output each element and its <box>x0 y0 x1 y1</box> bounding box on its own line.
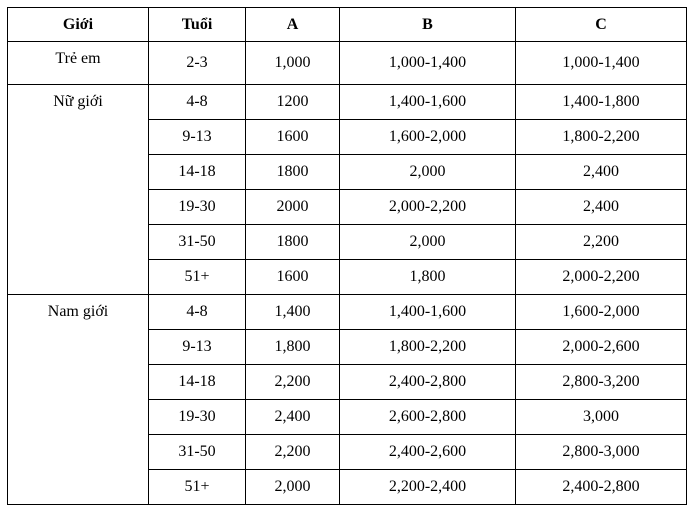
value-a-cell: 1800 <box>246 225 340 260</box>
value-a-cell: 1800 <box>246 155 340 190</box>
value-a-cell: 2,200 <box>246 365 340 400</box>
value-b-cell: 2,400-2,800 <box>340 365 516 400</box>
value-a-cell: 1,400 <box>246 295 340 330</box>
age-cell: 19-30 <box>149 400 246 435</box>
value-c-cell: 1,000-1,400 <box>516 42 687 85</box>
value-a-cell: 1,000 <box>246 42 340 85</box>
value-a-cell: 1200 <box>246 85 340 120</box>
value-a-cell: 2,000 <box>246 470 340 505</box>
value-b-cell: 2,000-2,200 <box>340 190 516 225</box>
group-label-cell: Nam giới <box>8 295 149 505</box>
header-tuoi: Tuổi <box>149 8 246 42</box>
table-body <box>8 42 687 505</box>
age-cell: 14-18 <box>149 155 246 190</box>
age-cell: 51+ <box>149 260 246 295</box>
value-b-cell: 2,000 <box>340 225 516 260</box>
value-a-cell: 2,400 <box>246 400 340 435</box>
age-cell: 51+ <box>149 470 246 505</box>
value-c-cell: 1,600-2,000 <box>516 295 687 330</box>
value-c-cell: 1,400-1,800 <box>516 85 687 120</box>
age-cell: 14-18 <box>149 365 246 400</box>
header-b: B <box>340 8 516 42</box>
table-row <box>8 42 687 85</box>
value-a-cell: 1600 <box>246 260 340 295</box>
header-c: C <box>516 8 687 42</box>
table-row <box>8 85 687 120</box>
age-cell: 4-8 <box>149 295 246 330</box>
value-c-cell: 2,400 <box>516 155 687 190</box>
value-b-cell: 2,400-2,600 <box>340 435 516 470</box>
value-b-cell: 1,600-2,000 <box>340 120 516 155</box>
value-a-cell: 2000 <box>246 190 340 225</box>
value-b-cell: 1,000-1,400 <box>340 42 516 85</box>
value-c-cell: 2,400 <box>516 190 687 225</box>
header-gioi: Giới <box>8 8 149 42</box>
value-b-cell: 1,800-2,200 <box>340 330 516 365</box>
value-c-cell: 2,400-2,800 <box>516 470 687 505</box>
age-cell: 19-30 <box>149 190 246 225</box>
age-cell: 4-8 <box>149 85 246 120</box>
group-label-cell: Nữ giới <box>8 85 149 295</box>
value-c-cell: 2,200 <box>516 225 687 260</box>
value-b-cell: 1,400-1,600 <box>340 85 516 120</box>
age-cell: 9-13 <box>149 120 246 155</box>
value-a-cell: 1600 <box>246 120 340 155</box>
value-c-cell: 2,000-2,600 <box>516 330 687 365</box>
value-c-cell: 1,800-2,200 <box>516 120 687 155</box>
header-a: A <box>246 8 340 42</box>
age-cell: 2-3 <box>149 42 246 85</box>
age-cell: 31-50 <box>149 225 246 260</box>
value-a-cell: 2,200 <box>246 435 340 470</box>
age-cell: 31-50 <box>149 435 246 470</box>
group-label-cell: Trẻ em <box>8 42 149 85</box>
value-b-cell: 1,400-1,600 <box>340 295 516 330</box>
value-b-cell: 2,600-2,800 <box>340 400 516 435</box>
value-c-cell: 2,800-3,000 <box>516 435 687 470</box>
age-cell: 9-13 <box>149 330 246 365</box>
value-b-cell: 2,200-2,400 <box>340 470 516 505</box>
value-b-cell: 1,800 <box>340 260 516 295</box>
value-c-cell: 2,000-2,200 <box>516 260 687 295</box>
value-b-cell: 2,000 <box>340 155 516 190</box>
header-row <box>8 8 687 42</box>
value-c-cell: 2,800-3,200 <box>516 365 687 400</box>
value-c-cell: 3,000 <box>516 400 687 435</box>
calorie-table <box>7 7 687 505</box>
table-header <box>8 8 687 42</box>
value-a-cell: 1,800 <box>246 330 340 365</box>
table-row <box>8 295 687 330</box>
